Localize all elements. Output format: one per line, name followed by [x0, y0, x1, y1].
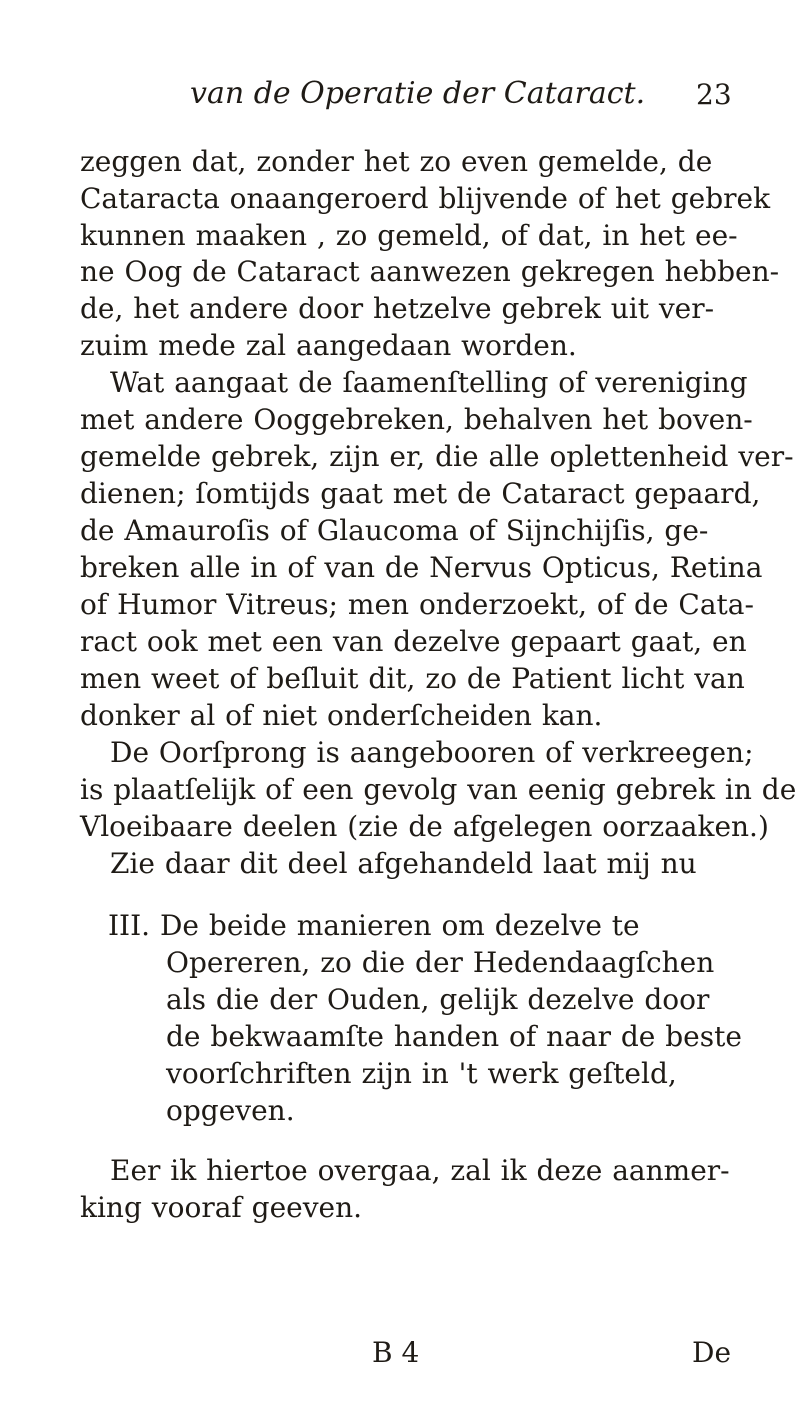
signature-mark: B 4 — [372, 1336, 420, 1369]
text-line: donker al of niet onderſcheiden kan. — [80, 699, 603, 732]
text-line: gemelde gebrek, zijn er, die alle oplettenheid ver- — [80, 440, 794, 473]
text-line: of Humor Vitreus; men onderzoekt, of de Cata- — [80, 588, 754, 621]
text-line: Zie daar dit deel afgehandeld laat mij nu — [110, 847, 697, 880]
text-line: dienen; ſomtijds gaat met de Cataract gepaard, — [80, 477, 761, 510]
text-line: de, het andere door hetzelve gebrek uit ver- — [80, 292, 715, 325]
text-line: opgeven. — [166, 1094, 295, 1127]
text-line: De Oorſprong is aangebooren of verkreegen; — [110, 736, 754, 769]
text-line: breken alle in of van de Nervus Opticus, Retina — [80, 551, 763, 584]
text-line: men weet of beſluit dit, zo de Patient licht van — [80, 662, 745, 695]
text-line: Wat aangaat de ſaamenſtelling of vereniging — [110, 366, 748, 399]
text-line: kunnen maaken , zo gemeld, of dat, in het ee- — [80, 219, 738, 252]
text-line: zuim mede zal aangedaan worden. — [80, 329, 577, 362]
page-number: 23 — [696, 78, 732, 111]
running-head: van de Operatie der Cataract. — [190, 76, 646, 111]
text-line: III. De beide manieren om dezelve te — [108, 909, 640, 942]
text-line: is plaatſelijk of een gevolg van eenig gebrek in de — [80, 773, 797, 806]
text-line: Cataracta onaangeroerd blijvende of het gebrek — [80, 182, 771, 215]
text-line: als die der Ouden, gelijk dezelve door — [166, 983, 710, 1016]
text-line: Eer ik hiertoe overgaa, zal ik deze aanmer- — [110, 1154, 730, 1187]
catchword: De — [692, 1336, 732, 1369]
text-line: de Amauroſis of Glaucoma of Sijnchijſis, ge- — [80, 514, 709, 547]
text-line: ne Oog de Cataract aanwezen gekregen hebben- — [80, 255, 780, 288]
text-line: met andere Ooggebreken, behalven het boven- — [80, 403, 753, 436]
text-line: de bekwaamſte handen of naar de beste — [166, 1020, 742, 1053]
text-line: king vooraf geeven. — [80, 1191, 363, 1224]
text-line: zeggen dat, zonder het zo even gemelde, de — [80, 145, 713, 178]
text-line: ract ook met een van dezelve gepaart gaat, en — [80, 625, 747, 658]
text-line: Vloeibaare deelen (zie de afgelegen oorzaaken.) — [80, 810, 769, 843]
text-line: Opereren, zo die der Hedendaagſchen — [166, 946, 715, 979]
text-line: voorſchriften zijn in 't werk geſteld, — [166, 1057, 677, 1090]
